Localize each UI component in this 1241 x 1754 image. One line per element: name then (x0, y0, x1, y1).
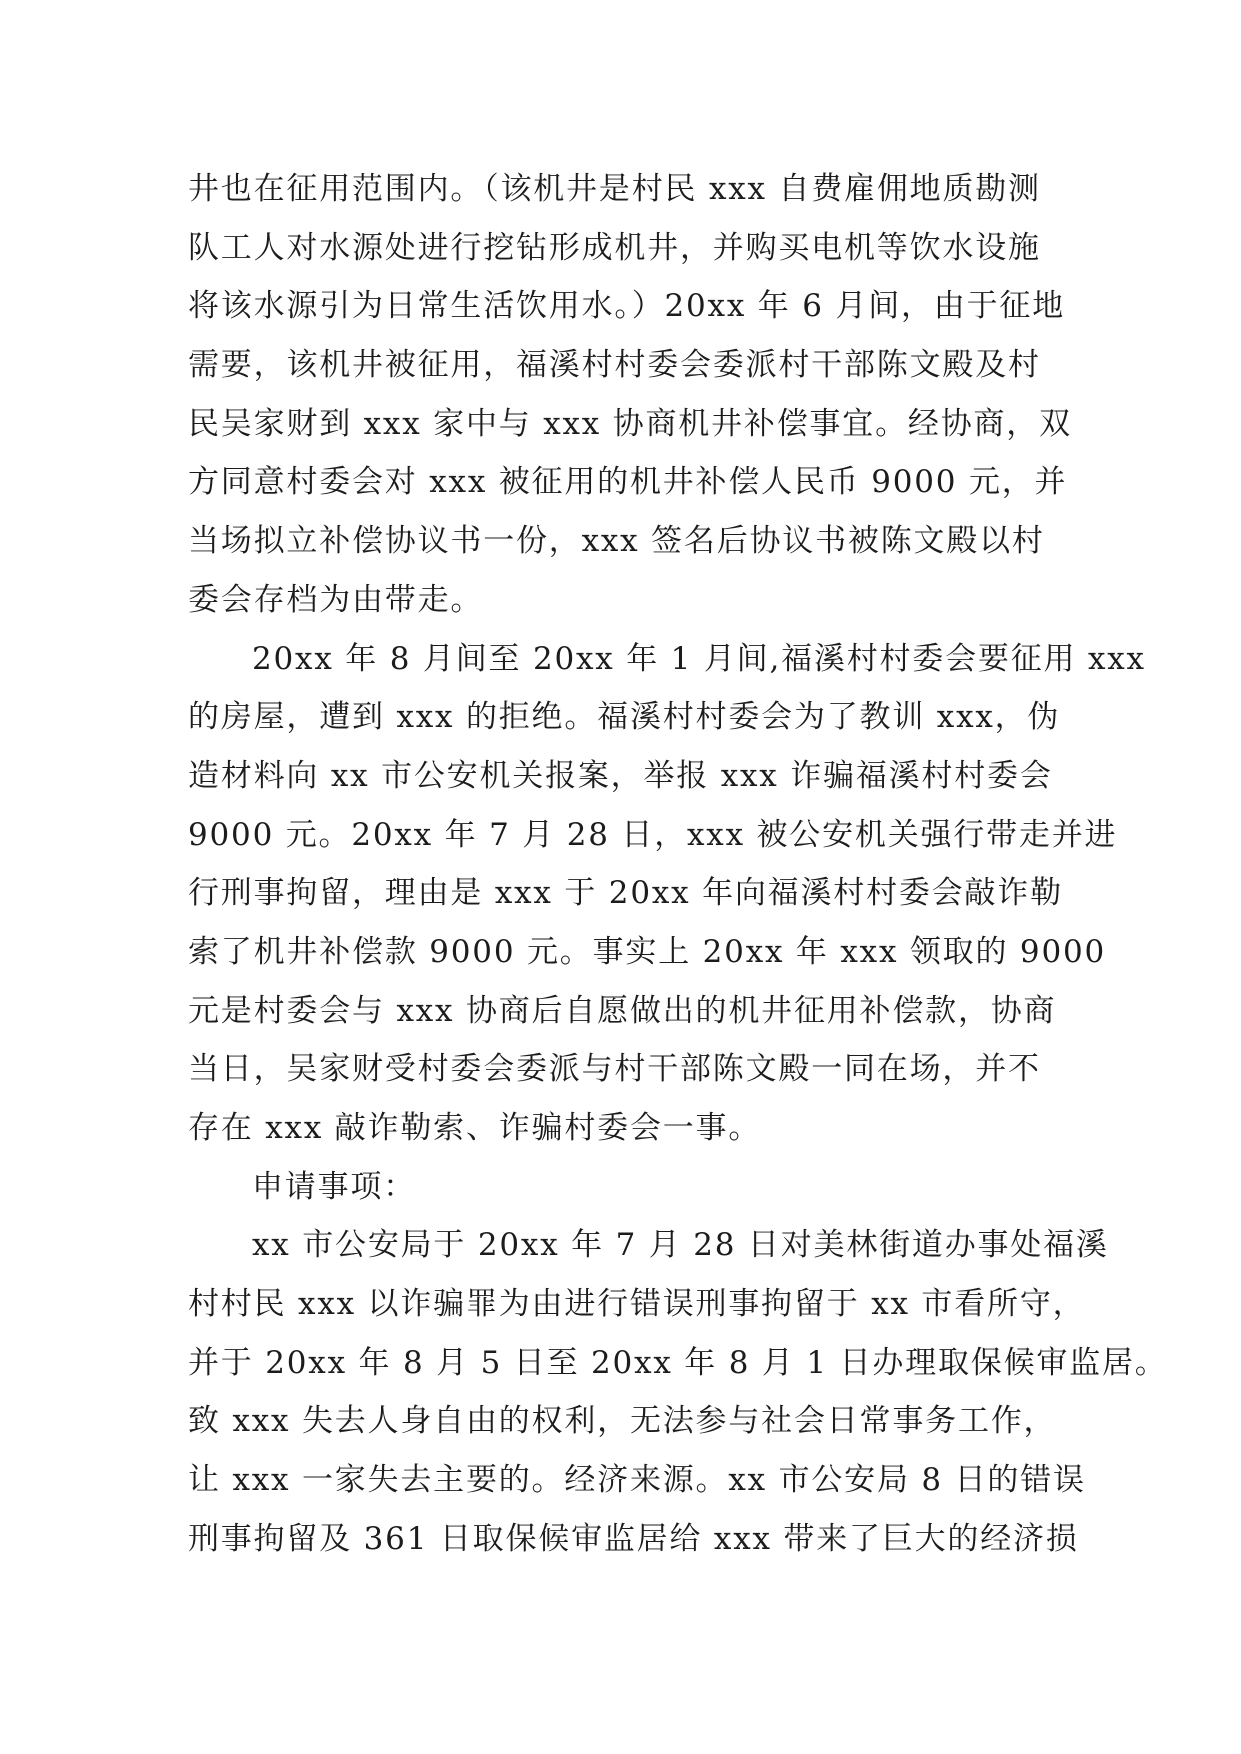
text-line: 当场拟立补偿协议书一份，xxx 签名后协议书被陈文殿以村 (188, 523, 1045, 560)
text-line: 方同意村委会对 xxx 被征用的机井补偿人民币 9000 元，并 (188, 464, 1068, 501)
text-line: 存在 xxx 敲诈勒索、诈骗村委会一事。 (188, 1110, 762, 1146)
document-body (188, 160, 1168, 1569)
paragraph-start-line: 20xx 年 8 月间至 20xx 年 1 月间,福溪村村委会要征用 xxx (252, 640, 1146, 677)
text-line: 并于 20xx 年 8 月 5 日至 20xx 年 8 月 1 日办理取保候审监居。 (188, 1344, 1168, 1381)
text-line: 井也在征用范围内。（该机井是村民 xxx 自费雇佣地质勘测 (188, 171, 1041, 207)
text-line: 村村民 xxx 以诈骗罪为由进行错误刑事拘留于 xx 市看所守， (188, 1286, 1086, 1323)
text-line: 将该水源引为日常生活饮用水。）20xx 年 6 月间，由于征地 (188, 288, 1065, 325)
text-line: 造材料向 xx 市公安机关报案，举报 xxx 诈骗福溪村村委会 (188, 757, 1053, 794)
paragraph-start-line: xx 市公安局于 20xx 年 7 月 28 日对美林街道办事处福溪 (252, 1227, 1109, 1264)
text-line: 委会存档为由带走。 (188, 581, 484, 618)
text-line: 刑事拘留及 361 日取保候审监居给 xxx 带来了巨大的经济损 (188, 1520, 1079, 1557)
text-line: 9000 元。20xx 年 7 月 28 日，xxx 被公安机关强行带走并进 (188, 816, 1118, 853)
section-heading: 申请事项： (252, 1168, 416, 1205)
text-line: 元是村委会与 xxx 协商后自愿做出的机井征用补偿款，协商 (188, 992, 1057, 1029)
text-line: 致 xxx 失去人身自由的权利，无法参与社会日常事务工作， (188, 1403, 1057, 1440)
text-line: 民吴家财到 xxx 家中与 xxx 协商机井补偿事宜。经协商，双 (188, 405, 1072, 442)
text-line: 行刑事拘留，理由是 xxx 于 20xx 年向福溪村村委会敲诈勒 (188, 875, 1063, 912)
text-line: 需要，该机井被征用，福溪村村委会委派村干部陈文殿及村 (188, 347, 1041, 384)
text-line: 当日，吴家财受村委会委派与村干部陈文殿一同在场，并不 (188, 1051, 1041, 1088)
text-line: 让 xxx 一家失去主要的。经济来源。xx 市公安局 8 日的错误 (188, 1462, 1086, 1499)
text-line: 队工人对水源处进行挖钻形成机井，并购买电机等饮水设施 (188, 229, 1041, 266)
text-line: 索了机井补偿款 9000 元。事实上 20xx 年 xxx 领取的 9000 (188, 933, 1107, 970)
text-line: 的房屋，遭到 xxx 的拒绝。福溪村村委会为了教训 xxx，伪 (188, 699, 1061, 736)
